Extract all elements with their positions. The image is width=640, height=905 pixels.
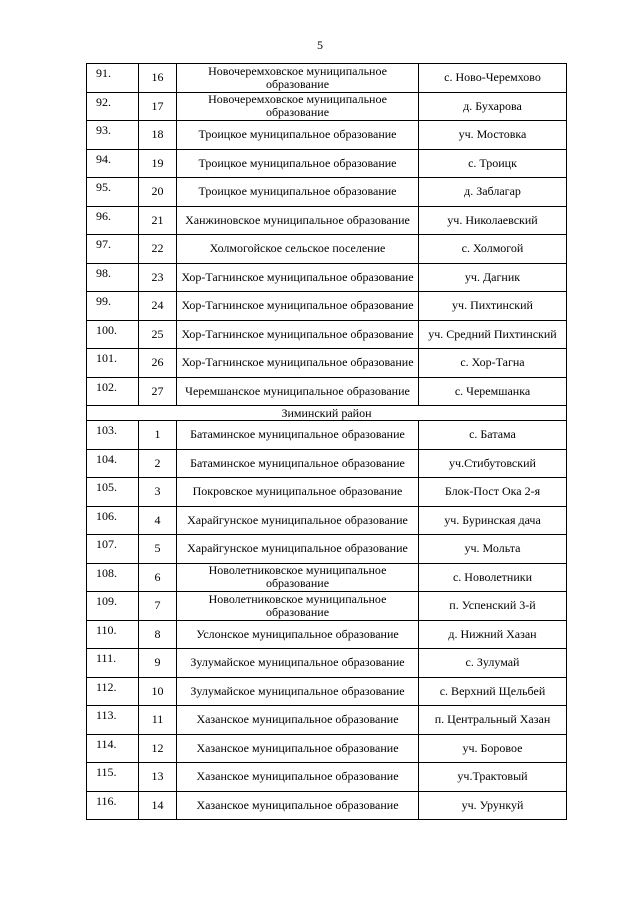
municipality-cell: Новолетниковское муниципальное образование <box>177 563 419 592</box>
table-row <box>87 92 567 121</box>
section-header-group <box>87 406 567 421</box>
table-row <box>87 292 567 321</box>
table-row <box>87 620 567 649</box>
row-number-cell: 105. <box>87 478 139 507</box>
municipality-cell: Новочеремховское муниципальное образование <box>177 92 419 121</box>
row-index-cell: 7 <box>139 592 177 621</box>
row-index-cell: 1 <box>139 421 177 450</box>
municipality-cell: Новочеремховское муниципальное образование <box>177 64 419 93</box>
settlement-cell: с. Троицк <box>419 149 567 178</box>
row-index-cell: 23 <box>139 263 177 292</box>
municipality-cell: Троицкое муниципальное образование <box>177 149 419 178</box>
settlement-cell: с. Холмогой <box>419 235 567 264</box>
row-number-cell: 93. <box>87 121 139 150</box>
row-number-cell: 110. <box>87 620 139 649</box>
municipality-cell: Новолетниковское муниципальное образование <box>177 592 419 621</box>
row-index-cell: 21 <box>139 206 177 235</box>
municipality-cell: Хазанское муниципальное образование <box>177 763 419 792</box>
row-index-cell: 14 <box>139 791 177 820</box>
table-row <box>87 449 567 478</box>
row-number-cell: 97. <box>87 235 139 264</box>
table-row <box>87 235 567 264</box>
row-index-cell: 25 <box>139 320 177 349</box>
settlement-cell: уч. Средний Пихтинский <box>419 320 567 349</box>
row-number-cell: 94. <box>87 149 139 178</box>
table-body-part1 <box>87 64 567 406</box>
row-index-cell: 9 <box>139 649 177 678</box>
row-index-cell: 4 <box>139 506 177 535</box>
settlement-cell: с. Верхний Щельбей <box>419 677 567 706</box>
settlement-cell: уч. Боровое <box>419 734 567 763</box>
row-number-cell: 96. <box>87 206 139 235</box>
row-number-cell: 106. <box>87 506 139 535</box>
municipality-cell: Батаминское муниципальное образование <box>177 421 419 450</box>
settlements-table <box>86 63 567 820</box>
municipality-cell: Хазанское муниципальное образование <box>177 706 419 735</box>
table-row <box>87 263 567 292</box>
table-row <box>87 349 567 378</box>
settlement-cell: Блок-Пост Ока 2-я <box>419 478 567 507</box>
table-row <box>87 64 567 93</box>
settlement-cell: уч. Николаевский <box>419 206 567 235</box>
municipality-cell: Хор-Тагнинское муниципальное образование <box>177 320 419 349</box>
settlement-cell: с. Черемшанка <box>419 377 567 406</box>
page-number: 5 <box>317 38 323 52</box>
table-row <box>87 592 567 621</box>
table-row <box>87 506 567 535</box>
row-number-cell: 108. <box>87 563 139 592</box>
settlement-cell: с. Хор-Тагна <box>419 349 567 378</box>
table-row <box>87 706 567 735</box>
settlement-cell: п. Центральный Хазан <box>419 706 567 735</box>
settlement-cell: уч.Стибутовский <box>419 449 567 478</box>
municipality-cell: Услонское муниципальное образование <box>177 620 419 649</box>
municipality-cell: Зулумайское муниципальное образование <box>177 649 419 678</box>
row-number-cell: 98. <box>87 263 139 292</box>
row-index-cell: 18 <box>139 121 177 150</box>
section-header-row <box>87 406 567 421</box>
settlement-cell: уч. Пихтинский <box>419 292 567 321</box>
row-index-cell: 16 <box>139 64 177 93</box>
row-index-cell: 2 <box>139 449 177 478</box>
settlement-cell: п. Успенский 3-й <box>419 592 567 621</box>
settlement-cell: д. Бухарова <box>419 92 567 121</box>
municipality-cell: Зулумайское муниципальное образование <box>177 677 419 706</box>
table-row <box>87 535 567 564</box>
row-number-cell: 101. <box>87 349 139 378</box>
table-row <box>87 377 567 406</box>
row-index-cell: 6 <box>139 563 177 592</box>
row-number-cell: 114. <box>87 734 139 763</box>
table-body-part2 <box>87 421 567 820</box>
settlement-cell: с. Зулумай <box>419 649 567 678</box>
table-row <box>87 649 567 678</box>
table-row <box>87 763 567 792</box>
table-row <box>87 421 567 450</box>
table-row <box>87 121 567 150</box>
row-number-cell: 100. <box>87 320 139 349</box>
section-title: Зиминский район <box>87 406 567 421</box>
settlement-cell: уч. Мольта <box>419 535 567 564</box>
row-index-cell: 22 <box>139 235 177 264</box>
row-number-cell: 95. <box>87 178 139 207</box>
row-number-cell: 111. <box>87 649 139 678</box>
settlement-cell: уч. Дагник <box>419 263 567 292</box>
municipality-cell: Хазанское муниципальное образование <box>177 791 419 820</box>
settlement-cell: уч. Мостовка <box>419 121 567 150</box>
table-row <box>87 178 567 207</box>
table-row <box>87 320 567 349</box>
municipality-cell: Хор-Тагнинское муниципальное образование <box>177 263 419 292</box>
settlement-cell: уч.Трактовый <box>419 763 567 792</box>
settlement-cell: уч. Урункуй <box>419 791 567 820</box>
municipality-cell: Хор-Тагнинское муниципальное образование <box>177 292 419 321</box>
row-index-cell: 13 <box>139 763 177 792</box>
settlement-cell: с. Ново-Черемхово <box>419 64 567 93</box>
row-number-cell: 115. <box>87 763 139 792</box>
row-index-cell: 26 <box>139 349 177 378</box>
row-index-cell: 20 <box>139 178 177 207</box>
row-index-cell: 17 <box>139 92 177 121</box>
row-number-cell: 92. <box>87 92 139 121</box>
municipality-cell: Харайгунское муниципальное образование <box>177 506 419 535</box>
row-number-cell: 112. <box>87 677 139 706</box>
table-row <box>87 478 567 507</box>
table-row <box>87 149 567 178</box>
municipality-cell: Троицкое муниципальное образование <box>177 178 419 207</box>
table-row <box>87 563 567 592</box>
municipality-cell: Харайгунское муниципальное образование <box>177 535 419 564</box>
table-row <box>87 734 567 763</box>
settlement-cell: с. Батама <box>419 421 567 450</box>
row-number-cell: 107. <box>87 535 139 564</box>
table-row <box>87 791 567 820</box>
table-row <box>87 206 567 235</box>
municipality-cell: Холмогойское сельское поселение <box>177 235 419 264</box>
row-number-cell: 102. <box>87 377 139 406</box>
row-number-cell: 109. <box>87 592 139 621</box>
settlement-cell: с. Новолетники <box>419 563 567 592</box>
row-index-cell: 24 <box>139 292 177 321</box>
municipality-cell: Батаминское муниципальное образование <box>177 449 419 478</box>
settlement-cell: д. Заблагар <box>419 178 567 207</box>
row-number-cell: 99. <box>87 292 139 321</box>
municipality-cell: Хор-Тагнинское муниципальное образование <box>177 349 419 378</box>
municipality-cell: Хазанское муниципальное образование <box>177 734 419 763</box>
row-number-cell: 91. <box>87 64 139 93</box>
row-index-cell: 19 <box>139 149 177 178</box>
row-number-cell: 113. <box>87 706 139 735</box>
row-index-cell: 12 <box>139 734 177 763</box>
row-number-cell: 103. <box>87 421 139 450</box>
row-index-cell: 8 <box>139 620 177 649</box>
municipality-cell: Черемшанское муниципальное образование <box>177 377 419 406</box>
municipality-cell: Ханжиновское муниципальное образование <box>177 206 419 235</box>
row-index-cell: 3 <box>139 478 177 507</box>
settlement-cell: уч. Буринская дача <box>419 506 567 535</box>
row-number-cell: 116. <box>87 791 139 820</box>
row-index-cell: 10 <box>139 677 177 706</box>
municipality-cell: Троицкое муниципальное образование <box>177 121 419 150</box>
row-index-cell: 5 <box>139 535 177 564</box>
row-number-cell: 104. <box>87 449 139 478</box>
settlement-cell: д. Нижний Хазан <box>419 620 567 649</box>
row-index-cell: 27 <box>139 377 177 406</box>
table-row <box>87 677 567 706</box>
municipality-cell: Покровское муниципальное образование <box>177 478 419 507</box>
row-index-cell: 11 <box>139 706 177 735</box>
